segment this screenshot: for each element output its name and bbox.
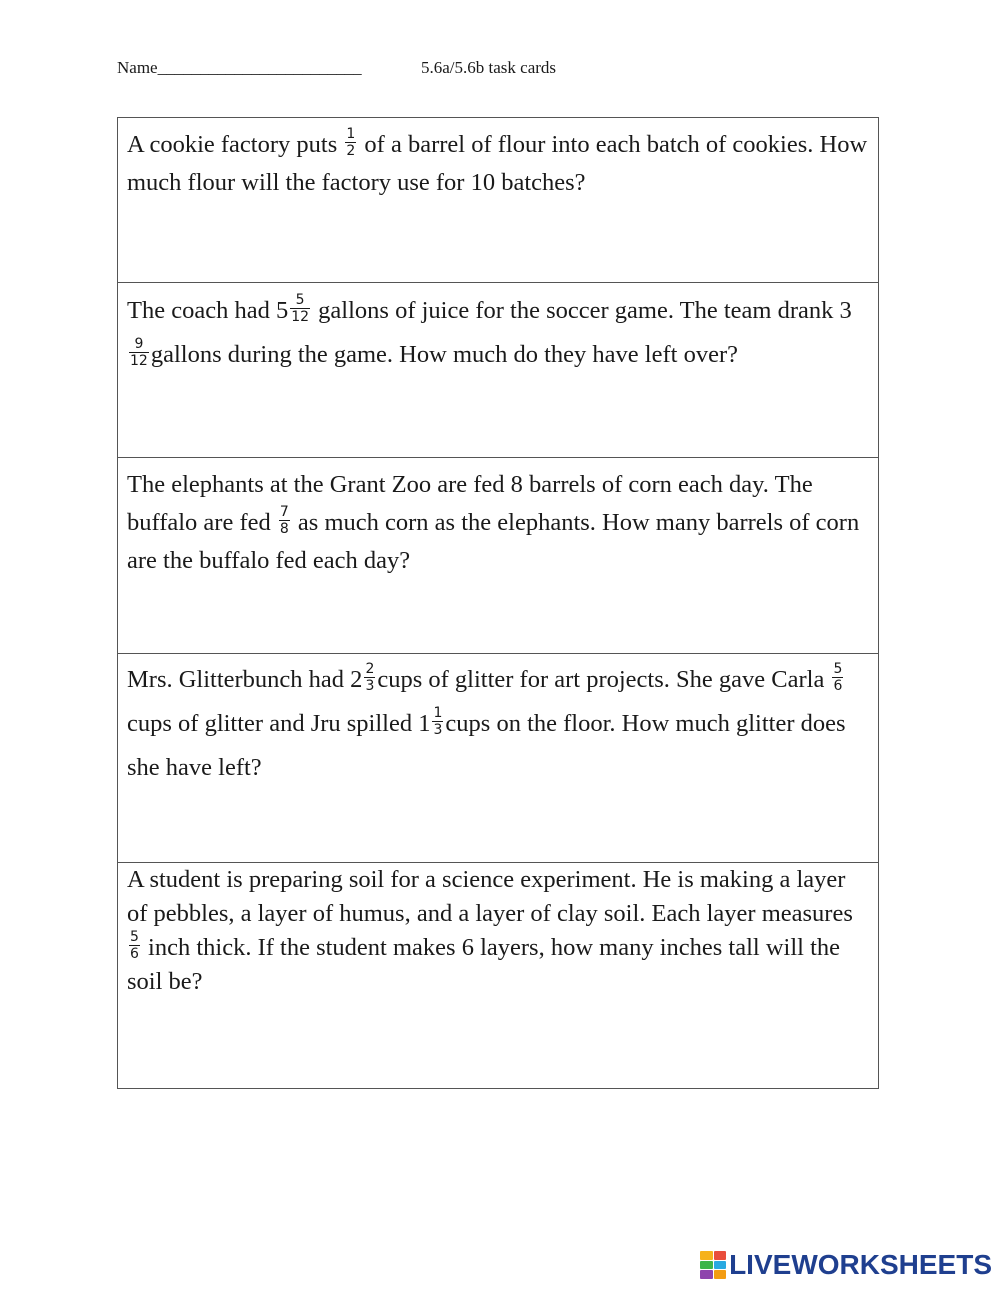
card-text: cups of glitter and Jru spilled 1 <box>127 710 431 737</box>
fraction-numerator: 7 <box>279 504 289 521</box>
card-text: of a barrel of flour into each batch of cookies. How much flour will the factory use for 10 batches? <box>127 131 868 196</box>
card-text: cups of glitter for art projects. She gave Carla <box>377 666 825 693</box>
card-text: The coach had 5 <box>127 297 289 324</box>
fraction-denominator: 6 <box>130 946 139 963</box>
fraction-numerator: 5 <box>833 661 843 678</box>
fraction <box>290 293 310 325</box>
fraction-numerator: 9 <box>134 336 144 353</box>
card-text: gallons of juice for the soccer game. The team drank 3 <box>312 297 852 324</box>
logo-tile <box>714 1270 727 1279</box>
fraction-denominator: 3 <box>433 722 443 739</box>
card-text: Mrs. Glitterbunch had 2 <box>127 666 363 693</box>
fraction-numerator: 5 <box>295 292 305 309</box>
logo-text: LIVEWORKSHEETS <box>729 1249 992 1280</box>
fraction-denominator: 3 <box>365 678 375 695</box>
task-card-2 <box>118 283 878 458</box>
fraction-denominator: 12 <box>291 309 310 326</box>
fraction <box>432 706 443 738</box>
fraction-numerator: 2 <box>365 661 375 678</box>
fraction <box>345 127 356 159</box>
fraction <box>129 337 149 369</box>
task-card-4 <box>118 654 878 863</box>
logo-tile <box>714 1251 727 1260</box>
card-text: inch thick. If the student makes 6 layers, how many inches tall will the soil be? <box>127 934 841 996</box>
fraction-numerator: 1 <box>433 705 443 722</box>
card-text: A cookie factory puts <box>127 131 338 158</box>
liveworksheets-logo-icon <box>700 1251 726 1279</box>
task-card-5 <box>118 863 878 1088</box>
logo-tile <box>714 1261 727 1270</box>
fraction-numerator: 1 <box>346 126 356 143</box>
liveworksheets-logo[interactable] <box>700 1249 992 1281</box>
card-text: cups on the floor. How much glitter does she have left? <box>127 710 846 781</box>
card-text: as much corn as the elephants. How many barrels of corn are the buffalo fed each day? <box>127 509 860 574</box>
name-line: Name________________________ <box>117 58 362 77</box>
fraction-denominator: 12 <box>130 353 148 370</box>
task-card-1 <box>118 118 878 283</box>
fraction-denominator: 6 <box>833 678 843 695</box>
task-card-table <box>117 117 879 1089</box>
task-card-3 <box>118 458 878 654</box>
fraction <box>129 930 140 962</box>
logo-tile <box>700 1251 713 1260</box>
card-text: gallons during the game. How much do they have left over? <box>150 341 738 368</box>
logo-tile <box>700 1261 713 1270</box>
card-text: The elephants at the Grant Zoo are fed 8 barrels of corn each day. The buffalo are fed <box>127 471 813 536</box>
fraction <box>279 505 290 537</box>
fraction-numerator: 5 <box>130 929 139 946</box>
sheet-title: 5.6a/5.6b task cards <box>421 58 557 77</box>
logo-tile <box>700 1270 713 1279</box>
fraction-denominator: 8 <box>279 521 289 538</box>
fraction <box>832 662 843 694</box>
worksheet-header <box>117 58 557 78</box>
fraction-denominator: 2 <box>346 143 356 160</box>
fraction <box>364 662 375 694</box>
card-text: A student is preparing soil for a science experiment. He is making a layer of pebbles, a layer of humus, and a layer of clay soil. Each layer measures <box>127 866 853 927</box>
